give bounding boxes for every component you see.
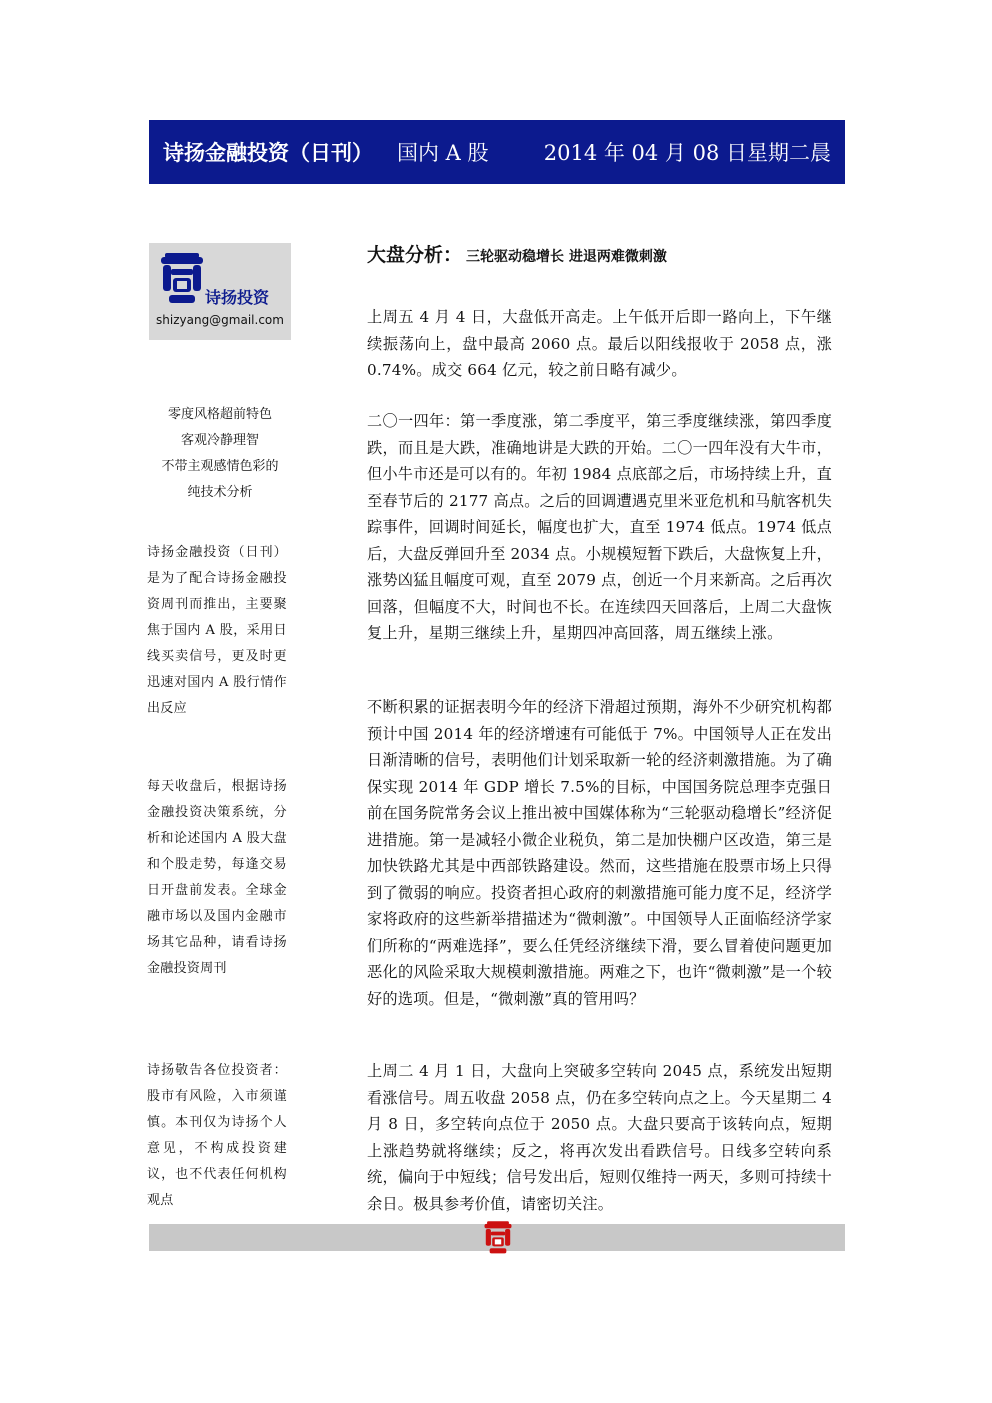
logo-name: 诗扬投资 (205, 288, 270, 307)
sidebar-daily-note: 每天收盘后，根据诗扬金融投资决策系统，分析和论述国内 A 股大盘和个股走势，每逢交易日开盘前发表。全球金融市场以及国内金融市场其它品种，请看诗扬金融投资周刊 (147, 779, 287, 976)
article-paragraph: 二〇一四年：第一季度涨，第二季度平，第三季度继续涨，第四季度跌，而且是大跌，准确地讲是大跌的开始。二〇一四年没有大牛市，但小牛市还是可以有的。年初 1984 点底部之后，市场持续上升，直至春节后的 2177 高点。之后的回调遭遇克里米亚危机和马航客机失踪事件，回调时间延长，幅度也扩大，直至 1974 低点。1974 低点后，大盘反弹回升至 2034 点。小规模短暂下跌后，大盘恢复上升，涨势凶猛且幅度可观，直至 2079 点，创近一个月来新高。之后再次回落，但幅度不大，时间也不长。在连续四天回落后，上周二大盘恢复上升，星期三继续上升，星期四冲高回落，周五继续上涨。 (367, 412, 832, 642)
market-section: 国内 A 股 (397, 141, 489, 165)
sidebar-intro: 诗扬金融投资（日刊）是为了配合诗扬金融投资周刊而推出，主要聚焦于国内 A 股，采用日线买卖信号，更及时更迅速对国内 A 股行情作出反应 (147, 545, 287, 716)
article-label: 大盘分析： (367, 244, 463, 266)
article-paragraph: 不断积累的证据表明今年的经济下滑超过预期，海外不少研究机构都预计中国 2014 年的经济增速有可能低于 7%。中国领导人正在发出日渐清晰的信号，表明他们计划采取新一轮的经济刺激措施。为了确保实现 2014 年 GDP 增长 7.5%的目标，中国国务院总理李克强日前在国务院常务会议上推出被中国媒体称为“三轮驱动稳增长”经济促进措施。第一是减轻小微企业税负，第二是加快棚户区改造，第三是加快铁路尤其是中西部铁路建设。然而，这些措施在股票市场上只得到了微弱的响应。投资者担心政府的刺激措施可能力度不足，经济学家将政府的这些新举措描述为“微刺激”。中国领导人正面临经济学家们所称的“两难选择”，要么任凭经济继续下滑，要么冒着使问题更加恶化的风险采取大规模刺激措施。两难之下，也许“微刺激”是一个较好的选项。但是，“微刺激”真的管用吗？ (367, 698, 832, 1008)
shiyang-logo-icon (159, 251, 205, 307)
contact-email: shizyang@gmail.com (156, 313, 284, 327)
article-paragraph: 上周五 4 月 4 日，大盘低开高走。上午低开后即一路向上，下午继续振荡向上，盘中最高 2060 点。最后以阳线报收于 2058 点，涨 0.74%。成交 664 亿元，较之前日略有减少。 (367, 308, 832, 379)
tagline-line: 不带主观感情色彩的 (161, 459, 279, 474)
article-heading (367, 240, 667, 267)
sidebar-disclaimer: 诗扬敬告各位投资者：股市有风险，入市须谨慎。本刊仅为诗扬个人意见，不构成投资建议，也不代表任何机构观点 (147, 1063, 287, 1208)
tagline (140, 402, 300, 506)
publication-title: 诗扬金融投资（日刊） (163, 141, 373, 165)
issue-date: 2014 年 04 月 08 日星期二晨 (543, 141, 831, 165)
tagline-line: 纯技术分析 (187, 485, 253, 500)
tagline-line: 零度风格超前特色 (167, 407, 272, 422)
footer-logo-icon (476, 1220, 520, 1256)
company-logo-box (149, 243, 291, 340)
article-title: 三轮驱动稳增长 进退两难微刺激 (466, 249, 667, 265)
article-paragraph: 上周二 4 月 1 日，大盘向上突破多空转向 2045 点，系统发出短期看涨信号。周五收盘 2058 点，仍在多空转向点之上。今天星期二 4 月 8 日，多空转向点位于 2050 点。大盘只要高于该转向点，短期上涨趋势就将继续；反之，将再次发出看跌信号。日线多空转向系统，偏向于中短线；信号发出后，短则仅维持一两天，多则可持续十余日。极具参考价值，请密切关注。 (367, 1062, 832, 1213)
tagline-line: 客观冷静理智 (180, 433, 259, 448)
header-banner (149, 120, 845, 184)
